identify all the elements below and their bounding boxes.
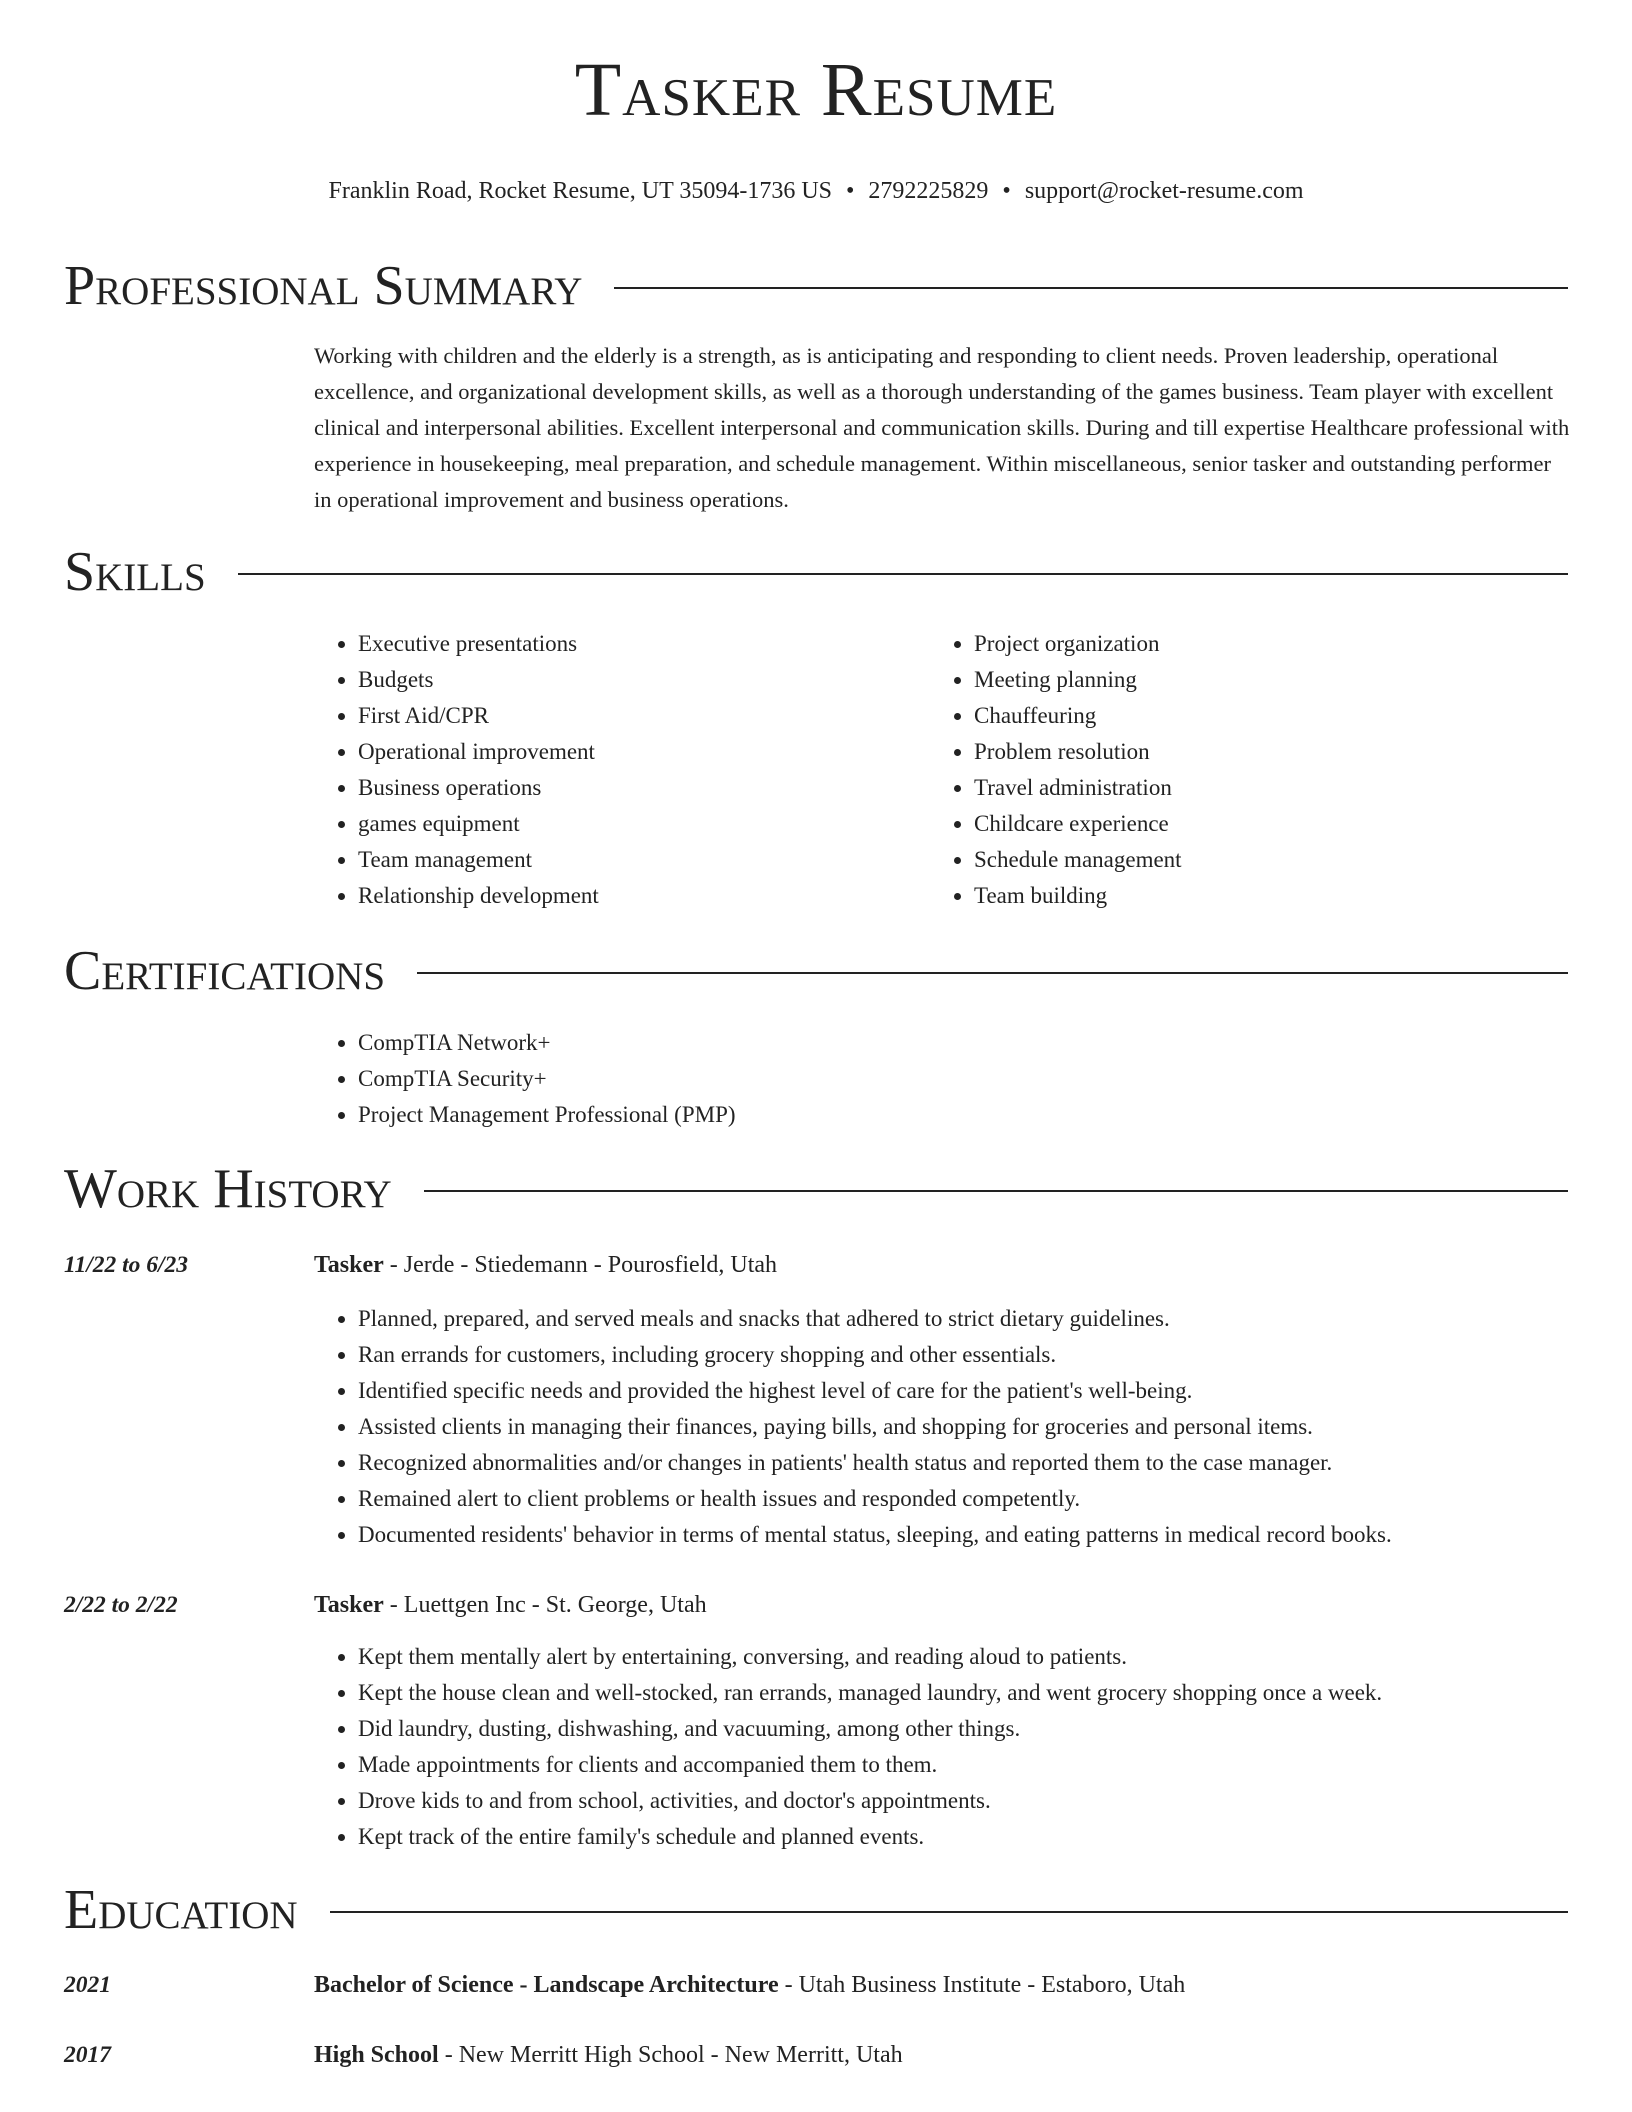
skill-item: • Executive presentations [358, 626, 599, 662]
duties-list [314, 1301, 1392, 1553]
education-degree: Bachelor of Science - Landscape Architecture [314, 1972, 779, 1998]
section-title: Skills [64, 541, 206, 603]
job-employer: - Jerde - Stiedemann - Pourosfield, Utah [383, 1252, 778, 1278]
contact-email: support@rocket-resume.com [1024, 178, 1304, 204]
job-duties [314, 1639, 1382, 1855]
certification-item: • CompTIA Security+ [358, 1061, 736, 1097]
resume-name: Tasker Resume [574, 48, 1058, 132]
skill-item: • Schedule management [974, 842, 1182, 878]
contact-address: Franklin Road, Rocket Resume, UT 35094-1736 US [328, 178, 833, 204]
certification-item: • CompTIA Network+ [358, 1025, 736, 1061]
section-title: Work History [64, 1158, 392, 1220]
skill-item: • Operational improvement [358, 734, 599, 770]
section-divider [330, 1911, 1568, 1913]
contact-separator: • [1002, 178, 1011, 204]
duty-item: • Planned, prepared, and served meals and snacks that adhered to strict dietary guidelines. [358, 1301, 1392, 1337]
duty-item: • Kept them mentally alert by entertaining, conversing, and reading aloud to patients. [358, 1639, 1382, 1675]
certifications-block [314, 1025, 736, 1133]
section-divider [238, 573, 1568, 575]
education-year: 2017 [64, 2042, 111, 2068]
job-dates: 2/22 to 2/22 [64, 1592, 178, 1618]
contact-separator: • [846, 178, 855, 204]
certification-item: • Project Management Professional (PMP) [358, 1097, 736, 1133]
skill-item: • First Aid/CPR [358, 698, 599, 734]
job-duties [314, 1301, 1392, 1553]
section-title: Professional Summary [64, 255, 583, 317]
job-employer: - Luettgen Inc - St. George, Utah [383, 1592, 707, 1618]
duty-item: • Assisted clients in managing their finances, paying bills, and shopping for groceries and personal items. [358, 1409, 1392, 1445]
skill-item: • Relationship development [358, 878, 599, 914]
certifications-section-header [64, 941, 1568, 1001]
education-degree: High School [314, 2042, 439, 2068]
skills-column-left [314, 626, 599, 914]
skills-list [930, 626, 1182, 914]
section-divider [417, 972, 1568, 974]
summary-section-header [64, 256, 1568, 316]
job-title-line [314, 1250, 777, 1280]
education-title-line [314, 1970, 1185, 2000]
skill-item: • Budgets [358, 662, 599, 698]
skill-item: • Meeting planning [974, 662, 1182, 698]
skill-item: • Business operations [358, 770, 599, 806]
skill-item: • Team management [358, 842, 599, 878]
job-title-line [314, 1590, 707, 1620]
section-title: Education [64, 1879, 298, 1941]
duty-item: • Identified specific needs and provided the highest level of care for the patient's well-being. [358, 1373, 1392, 1409]
duty-item: • Drove kids to and from school, activities, and doctor's appointments. [358, 1783, 1382, 1819]
summary-text: Working with children and the elderly is a strength, as is anticipating and responding to client needs. Proven leadership, operational excellence, and organizational development skills, as well as a thorough understanding of the games business. Team player with excellent clinical and interpersonal abilities. Excellent interpersonal and communication skills. During and till expertise Healthcare professional with experience in housekeeping, meal preparation, and schedule management. Within miscellaneous, senior tasker and outstanding performer in operational improvement and business operations. [314, 343, 1570, 512]
contact-line [0, 176, 1632, 206]
duty-item: • Documented residents' behavior in terms of mental status, sleeping, and eating patterns in medical record books. [358, 1517, 1392, 1553]
skills-section-header [64, 542, 1568, 602]
education-section-header [64, 1880, 1568, 1940]
job-dates: 11/22 to 6/23 [64, 1252, 189, 1278]
skill-item: • Chauffeuring [974, 698, 1182, 734]
skill-item: • Team building [974, 878, 1182, 914]
education-title-line [314, 2040, 903, 2070]
duties-list [314, 1639, 1382, 1855]
skill-item: • games equipment [358, 806, 599, 842]
job-role: Tasker [314, 1592, 384, 1618]
skill-item: • Childcare experience [974, 806, 1182, 842]
duty-item: • Ran errands for customers, including grocery shopping and other essentials. [358, 1337, 1392, 1373]
skills-list [314, 626, 599, 914]
duty-item: • Did laundry, dusting, dishwashing, and vacuuming, among other things. [358, 1711, 1382, 1747]
education-school: - New Merritt High School - New Merritt, Utah [438, 2042, 903, 2068]
skills-column-right [930, 626, 1182, 914]
education-school: - Utah Business Institute - Estaboro, Utah [778, 1972, 1186, 1998]
job-role: Tasker [314, 1252, 384, 1278]
section-divider [614, 287, 1568, 289]
duty-item: • Kept the house clean and well-stocked, ran errands, managed laundry, and went grocery shopping once a week. [358, 1675, 1382, 1711]
skill-item: • Travel administration [974, 770, 1182, 806]
contact-phone: 2792225829 [868, 178, 989, 204]
duty-item: • Recognized abnormalities and/or changes in patients' health status and reported them to the case manager. [358, 1445, 1392, 1481]
duty-item: • Remained alert to client problems or health issues and responded competently. [358, 1481, 1392, 1517]
certifications-list [314, 1025, 736, 1133]
duty-item: • Kept track of the entire family's schedule and planned events. [358, 1819, 1382, 1855]
section-divider [424, 1190, 1568, 1192]
skill-item: • Problem resolution [974, 734, 1182, 770]
work-section-header [64, 1159, 1568, 1219]
skill-item: • Project organization [974, 626, 1182, 662]
education-year: 2021 [64, 1972, 111, 1998]
duty-item: • Made appointments for clients and accompanied them to them. [358, 1747, 1382, 1783]
section-title: Certifications [64, 940, 386, 1002]
